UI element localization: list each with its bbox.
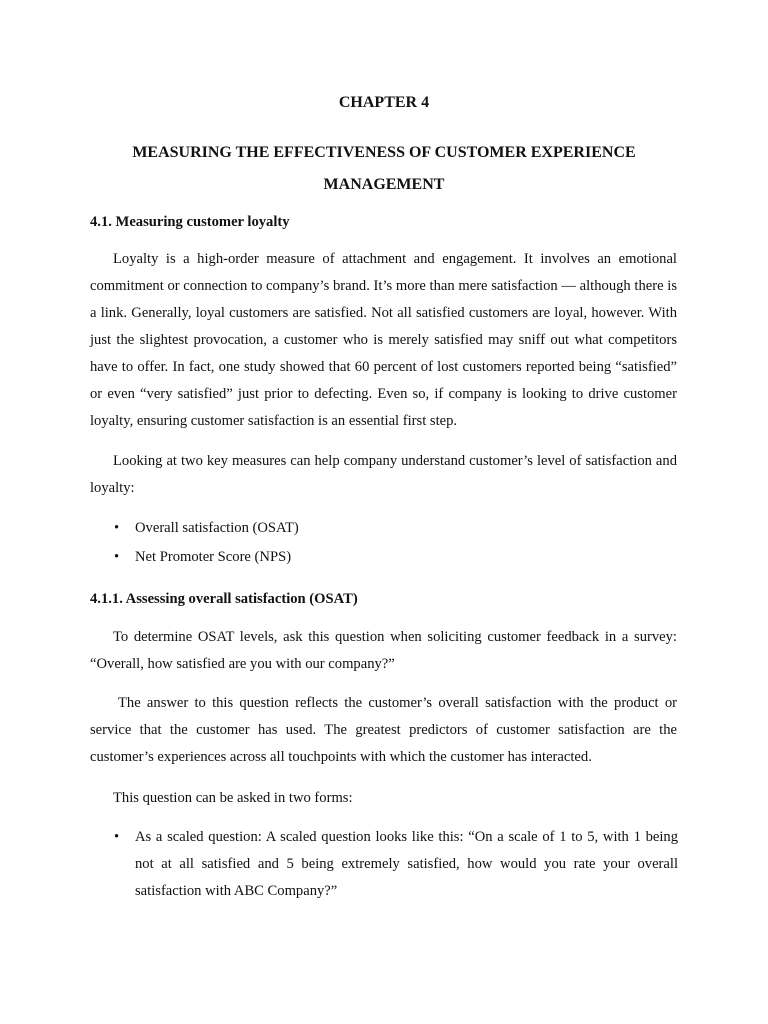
bullet-icon: •	[114, 829, 120, 845]
bullet-icon: •	[114, 549, 120, 565]
key-measures-list	[90, 514, 678, 572]
bullet-icon: •	[114, 520, 120, 536]
section-heading-4-1-1: 4.1.1. Assessing overall satisfaction (OSAT)	[90, 591, 358, 607]
list-item-text: Overall satisfaction (OSAT)	[135, 520, 299, 536]
list-item	[90, 543, 678, 572]
section-4-1-1-paragraph-2: The answer to this question reflects the customer’s overall satisfaction with the product or service that the customer has used. The greatest predictors of customer satisfaction are the customer’s experiences across all touchpoints with which the customer has interacted.	[90, 695, 677, 765]
section-4-1-1-paragraph-1: To determine OSAT levels, ask this question when soliciting customer feedback in a survey: “Overall, how satisfied are you with our company?”	[90, 629, 677, 672]
chapter-title: MEASURING THE EFFECTIVENESS OF CUSTOMER EXPERIENCE MANAGEMENT	[132, 144, 636, 193]
list-item	[90, 824, 678, 905]
section-4-1-paragraph-2: Looking at two key measures can help company understand customer’s level of satisfaction and loyalty:	[90, 453, 677, 496]
section-4-1-paragraph-1: Loyalty is a high-order measure of attachment and engagement. It involves an emotional commitment or connection to company’s brand. It’s more than mere satisfaction — although there is a link. Generally, loyal customers are satisfied. Not all satisfied customers are loyal, however. With just the slightest provocation, a customer who is merely satisfied may sniff out what competitors have to offer. In fact, one study showed that 60 percent of lost customers reported being “satisfied” or even “very satisfied” just prior to defecting. Even so, if company is looking to drive customer loyalty, ensuring customer satisfaction is an essential first step.	[90, 251, 677, 429]
question-forms-list	[90, 824, 678, 905]
chapter-label: CHAPTER 4	[338, 94, 430, 111]
section-heading-4-1: 4.1. Measuring customer loyalty	[90, 214, 290, 230]
list-item-text: As a scaled question: A scaled question looks like this: “On a scale of 1 to 5, with 1 being not at all satisfied and 5 being extremely satisfied, how would you rate your overall satisfaction with ABC Company?”	[135, 829, 678, 899]
section-4-1-1-paragraph-3: This question can be asked in two forms:	[113, 790, 353, 806]
list-item-text: Net Promoter Score (NPS)	[135, 549, 292, 565]
list-item	[90, 514, 678, 543]
